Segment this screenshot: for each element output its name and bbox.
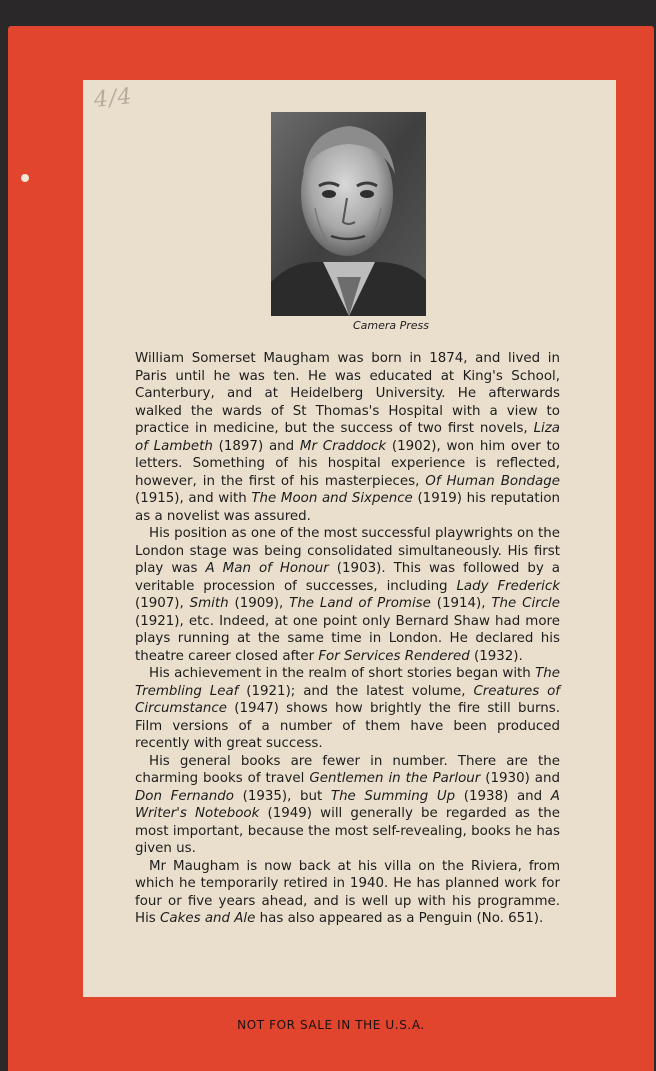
bio-text: (1921), etc. Indeed, at one point only Bernard Shaw had more plays running at the same time in London. He declared his theatre career closed after	[135, 613, 560, 664]
bio-paragraph	[135, 350, 560, 525]
pencil-note: 4/4	[92, 84, 134, 113]
work-title: Cakes and Ale	[160, 911, 256, 926]
bio-text: (1897) and	[212, 438, 300, 454]
work-title: Gentlemen in the Parlour	[309, 771, 481, 786]
bio-text: (1938) and	[455, 788, 551, 804]
work-title: Of Human Bondage	[425, 473, 561, 489]
author-portrait	[271, 112, 426, 316]
bio-paragraph	[135, 858, 560, 928]
work-title: Creatures of Circumstance	[135, 683, 561, 716]
bio-text: Mr Maugham is now back at his villa on the Riviera, from which he temporarily retired in 1940. He has planned work for four or five years ahead, and is well up with his programme. His	[135, 858, 560, 926]
text-panel	[83, 80, 616, 997]
bio-text: (1930) and	[480, 771, 560, 786]
bio-text: (1949) will generally be regarded as the most important, because the most self-revealing, books he has given us.	[135, 806, 560, 856]
bio-text: (1915), and with	[135, 491, 252, 506]
work-title: The Land of Promise	[289, 596, 431, 611]
work-title: For Services Rendered	[318, 648, 470, 664]
bio-text: (1907),	[135, 596, 190, 611]
bio-text: His general books are fewer in number. There are the charming books of travel	[135, 753, 560, 786]
bio-text: (1947) shows how brightly the fire still burns. Film versions of a number of them have been produced recently with great success.	[135, 701, 560, 751]
work-title: The Moon and Sixpence	[251, 491, 413, 506]
work-title: The Circle	[491, 596, 561, 611]
bio-paragraph	[135, 525, 560, 665]
bio-text: William Somerset Maugham was born in 1874, and lived in Paris until he was ten. He was educated at King's School, Canterbury, and at Heidelberg University. He afterwards walked the wards of St Thomas's Hospital with a view to practice in medicine, but the success of two first novels,	[135, 351, 560, 436]
work-title: Mr Craddock	[299, 438, 387, 454]
bio-paragraph	[135, 753, 560, 858]
bio-text: (1919) his reputation as a novelist was assured.	[135, 491, 561, 524]
work-title: The Summing Up	[330, 788, 456, 804]
work-title: Liza of Lambeth	[135, 421, 560, 454]
photo-credit: Camera Press	[352, 319, 429, 332]
bio-text: His achievement in the realm of short stories began with	[149, 666, 536, 681]
bio-text: His position as one of the most successful playwrights on the London stage was being consolidated simultaneously. His first play was	[135, 526, 560, 576]
work-title: Don Fernando	[135, 788, 234, 804]
author-biography	[135, 350, 560, 928]
work-title: A Man of Honour	[205, 561, 329, 576]
bio-text: has also appeared as a Penguin (No. 651).	[255, 911, 544, 926]
bio-text: (1935), but	[233, 788, 331, 804]
back-cover	[8, 26, 654, 1071]
work-title: A Writer's Notebook	[135, 788, 560, 821]
bio-text: (1902), won him over to letters. Something of his hospital experience is reflected, however, in the first of his masterpieces,	[135, 438, 560, 489]
bio-text: (1932).	[469, 648, 523, 664]
sale-restriction-notice: NOT FOR SALE IN THE U.S.A.	[237, 1018, 425, 1032]
bio-text: (1914),	[430, 596, 492, 611]
work-title: Smith	[189, 596, 229, 611]
work-title: Lady Frederick	[456, 578, 560, 594]
bio-paragraph	[135, 665, 560, 753]
work-title: The Trembling Leaf	[135, 666, 560, 699]
cover-dot	[21, 174, 29, 182]
bio-text: (1909),	[228, 596, 290, 611]
bio-text: (1921); and the latest volume,	[238, 683, 474, 699]
bio-text: (1903). This was followed by a veritable procession of successes, including	[135, 561, 560, 594]
